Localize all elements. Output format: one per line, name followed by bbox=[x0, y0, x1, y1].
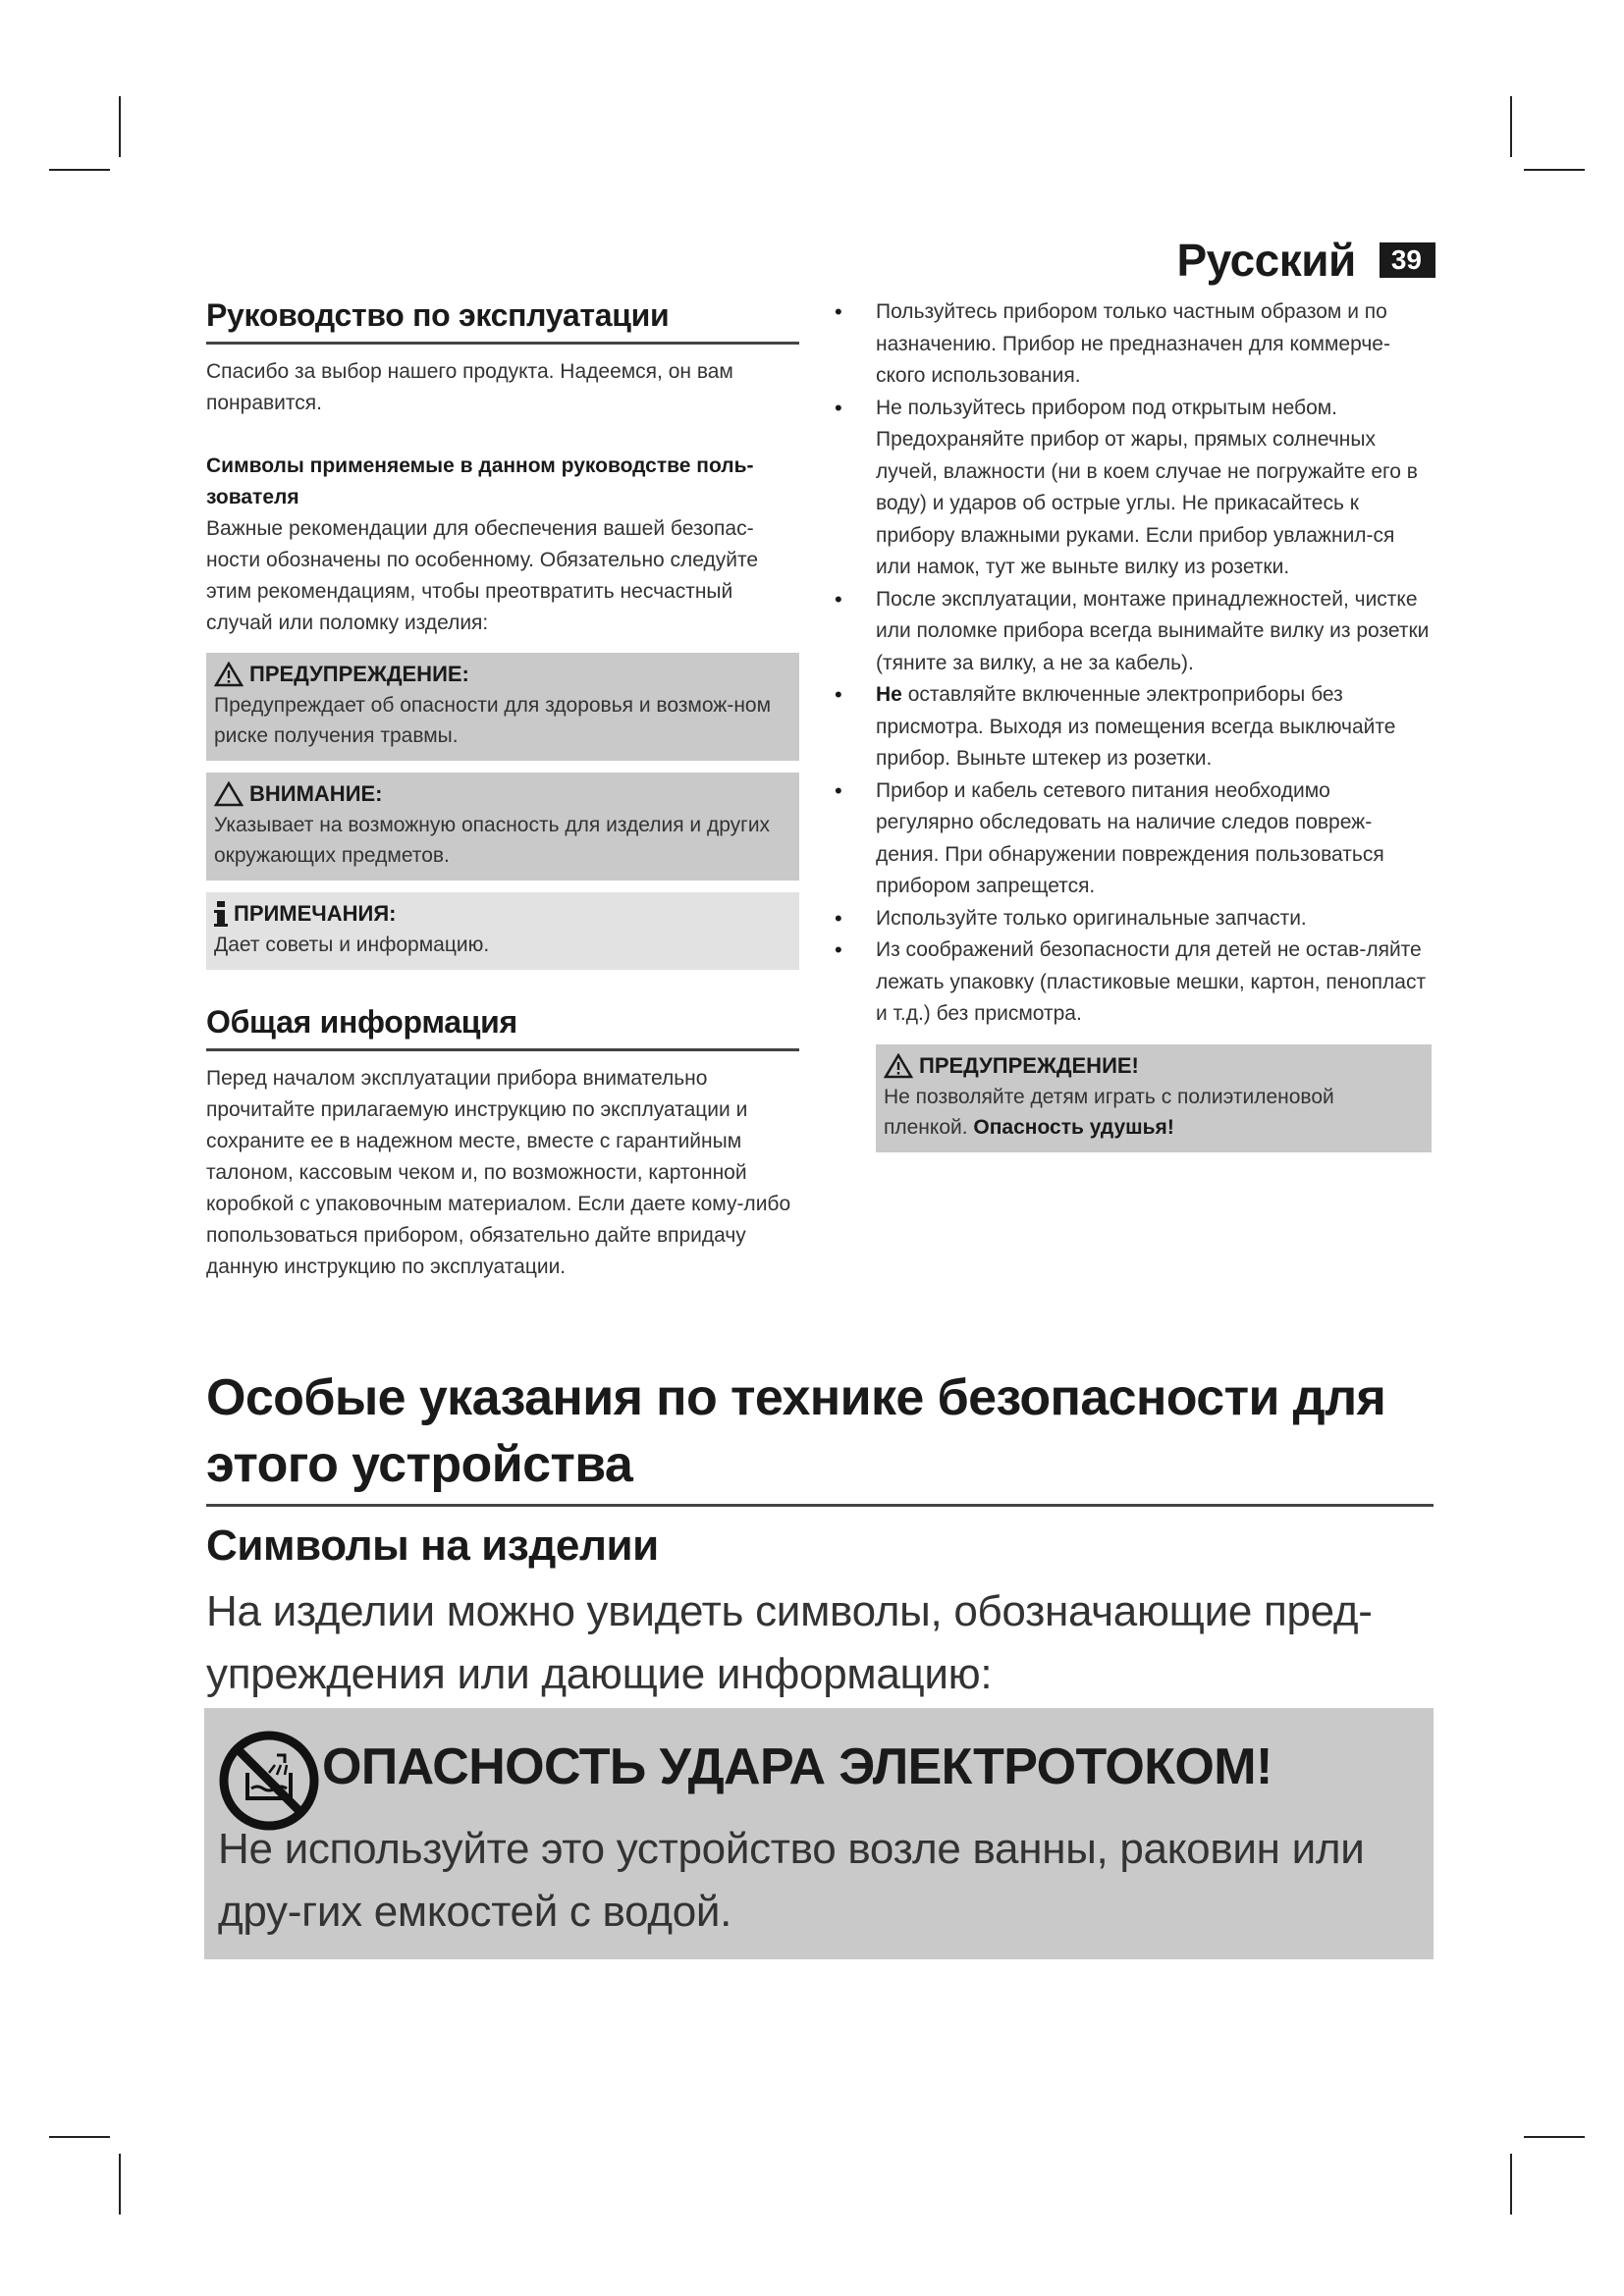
page-number: 39 bbox=[1380, 242, 1435, 278]
list-item: • Используйте только оригинальные запчасти. bbox=[835, 903, 1434, 935]
caution-triangle-icon bbox=[214, 781, 244, 807]
product-symbols-title: Символы на изделии bbox=[206, 1522, 659, 1570]
safety-bullet-list bbox=[835, 296, 1434, 1031]
list-item: • После эксплуатации, монтаже принадлежностей, чистке или поломке прибора всегда вынимайте вилку из розетки (тяните за вилку, а не за кабель). bbox=[835, 584, 1434, 680]
list-item: • Пользуйтесь прибором только частным образом и по назначению. Прибор не предназначен для коммерче-ского использования. bbox=[835, 296, 1434, 393]
electric-shock-danger-box bbox=[204, 1708, 1434, 1959]
crop-mark bbox=[119, 2154, 121, 2215]
danger-text: Не используйте это устройство возле ванны, раковин или дру-гих емкостей с водой. bbox=[218, 1825, 1365, 1936]
manual-title: Руководство по эксплуатации bbox=[206, 296, 799, 345]
children-warning-title: ПРЕДУПРЕЖДЕНИЕ! bbox=[919, 1052, 1139, 1078]
list-item: • Из соображений безопасности для детей не остав-ляйте лежать упаковку (пластиковые мешки, картон, пенопласт и т.д.) без присмотра. bbox=[835, 934, 1434, 1031]
caution-box-title: ВНИМАНИЕ: bbox=[249, 781, 383, 806]
right-column bbox=[835, 296, 1434, 1152]
left-column bbox=[206, 296, 799, 1283]
crop-mark bbox=[119, 96, 121, 157]
page-header bbox=[1176, 234, 1435, 287]
crop-mark bbox=[1524, 169, 1585, 171]
general-info-text: Перед началом эксплуатации прибора внимательно прочитайте прилагаемую инструкцию по эксплуатации и сохраните ее в надежном месте, вместе с гарантийным талоном, кассовым чеком и, по возможности, картонной коробкой с упаковочным материалом. Если даете кому-либо попользоваться прибором, обязательно дайте впридачу данную инструкцию по эксплуатации. bbox=[206, 1067, 791, 1278]
note-box-title: ПРИМЕЧАНИЯ: bbox=[234, 901, 397, 926]
children-warning-box bbox=[876, 1044, 1432, 1152]
warning-box bbox=[206, 653, 799, 761]
children-warning-text: Не позволяйте детям играть с полиэтиленовой пленкой. Опасность удушья! bbox=[884, 1085, 1334, 1139]
warning-box-text: Предупреждает об опасности для здоровья и возмож-ном риске получения травмы. bbox=[214, 694, 772, 747]
thanks-text: Спасибо за выбор нашего продукта. Надеемся, он вам понравится. bbox=[206, 360, 733, 414]
crop-mark bbox=[49, 169, 110, 171]
caution-box bbox=[206, 773, 799, 881]
no-water-bath-icon bbox=[218, 1730, 320, 1832]
note-box-text: Дает советы и информацию. bbox=[214, 934, 490, 956]
general-info-title: Общая информация bbox=[206, 1003, 799, 1051]
list-item: • Прибор и кабель сетевого питания необходимо регулярно обследовать на наличие следов повреж-дения. При обнаружении повреждения пользоваться прибором запрещется. bbox=[835, 775, 1434, 903]
list-item: • Не пользуйтесь прибором под открытым небом. Предохраняйте прибор от жары, прямых солнечных лучей, влажности (ни в коем случае не погружайте его в воду) и ударов об острые углы. Не прикасайтесь к прибору влажными руками. Если прибор увлажнил-ся или намок, тут же выньте вилку из розетки. bbox=[835, 393, 1434, 584]
warning-box-title: ПРЕДУПРЕЖДЕНИЕ: bbox=[249, 662, 469, 686]
language-label: Русский bbox=[1176, 235, 1356, 286]
symbols-text: Важные рекомендации для обеспечения вашей безопас-ности обозначены по особенному. Обязательно следуйте этим рекомендациям, чтобы преотвратить несчастный случай или поломку изделия: bbox=[206, 517, 759, 634]
crop-mark bbox=[1510, 96, 1512, 157]
list-item: • Не оставляйте включенные электроприборы без присмотра. Выходя из помещения всегда выключайте прибор. Выньте штекер из розетки. bbox=[835, 679, 1434, 775]
crop-mark bbox=[1524, 2136, 1585, 2138]
note-box bbox=[206, 892, 799, 970]
symbols-heading: Символы применяемые в данном руководстве поль-зователя bbox=[206, 454, 754, 508]
warning-triangle-icon bbox=[214, 662, 244, 687]
warning-triangle-icon bbox=[884, 1053, 913, 1079]
caution-box-text: Указывает на возможную опасность для изделия и других окружающих предметов. bbox=[214, 814, 771, 867]
danger-title: ОПАСНОСТЬ УДАРА ЭЛЕКТРОТОКОМ! bbox=[322, 1738, 1272, 1795]
product-symbols-intro: На изделии можно увидеть символы, обозначающие пред-упреждения или дающие информацию: bbox=[206, 1587, 1373, 1698]
info-icon bbox=[214, 901, 230, 927]
crop-mark bbox=[49, 2136, 110, 2138]
crop-mark bbox=[1510, 2154, 1512, 2215]
safety-title: Особые указания по технике безопасности для этого устройства bbox=[206, 1364, 1434, 1507]
